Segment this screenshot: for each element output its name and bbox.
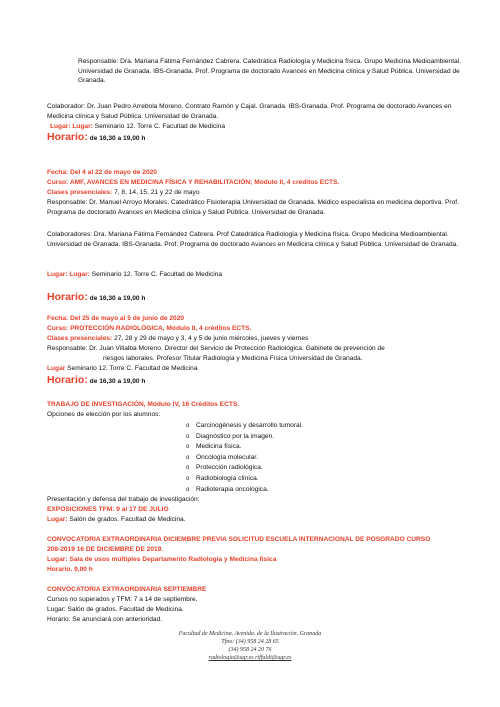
list-item: o Carcinogénesis y desarrollo tumoral. bbox=[186, 421, 303, 432]
block2-fecha: Fecha: Del 4 al 22 de mayo de 2020 bbox=[47, 169, 157, 176]
block5-title: CONVOCATORIA EXTRAORDINARIA DICIEMBRE PREVIA SOLICITUD ESCUELA INTERNACIONAL DE POSGRADO CURSO bbox=[47, 536, 431, 543]
block3-responsable: Responsable: Dr. Juan Villalba Moreno. Director del Servicio de Protección Radiológica. Gabinete de prevención de bbox=[47, 345, 385, 352]
block5-title-cont: 208-2019 16 DE DICIEMBRE DE 2019. bbox=[47, 546, 164, 553]
list-item: o Diagnóstico por la imagen. bbox=[186, 432, 303, 443]
block1-lugar: Lugar: Lugar: Seminario 12. Torre C. Facultad de Medicina bbox=[50, 123, 226, 130]
block3-fecha: Fecha: Del 25 de mayo al 5 de junio de 2020 bbox=[47, 315, 185, 322]
block3-horario: Horario: de 16,30 a 19,00 h bbox=[47, 374, 146, 386]
block2-lugar: Lugar: Lugar: Seminario 12. Torre C. Facultad de Medicina bbox=[47, 271, 223, 278]
block2-curso: Curso: AMF, AVANCES EN MEDICINA FÍSICA Y REHABILITACIÓN; Módulo II, 4 créditos ECTS. bbox=[47, 179, 340, 186]
list-item: o Protección radiológica. bbox=[186, 463, 303, 474]
list-item: o Medicina física. bbox=[186, 442, 303, 453]
block6-title: CONVOCATORIA EXTRAORDINARIA SEPTIEMBRE bbox=[47, 586, 207, 593]
footer-phone-2: (34) 958 24 20 76 bbox=[228, 647, 272, 653]
block1-horario: Horario: de 16,30 a 19,00 h bbox=[47, 131, 146, 143]
block4-title: TRABAJO DE INVESTIGACIÓN, Módulo IV, 16 Créditos ECTS. bbox=[47, 401, 240, 408]
list-item: o Radiobiología clínica. bbox=[186, 474, 303, 485]
block3-curso: Curso: PROTECCIÓN RADIOLÓGICA, Módulo II, 4 créditos ECTS. bbox=[47, 325, 252, 332]
page-footer bbox=[0, 630, 500, 662]
block6-cursos: Cursos no superados y TFM: 7 a 14 de septiembre. bbox=[47, 596, 198, 603]
block3-responsable-cont: riesgos laborales. Profesor Titular Radiología y Medicina Física Universidad de Granada. bbox=[103, 355, 363, 362]
block3-clases: Clases presenciales: 27, 28 y 29 de mayo y 3, 4 y 5 de junio miércoles, jueves y viernes bbox=[47, 335, 309, 342]
block2-colaboradores: Colaboradores: Dra. Mariana Fátima Fernández Cabrera. Prof Catedrática Radiología y Medicina física. Grupo Medicina Medioambiental. Universidad de Granada. IBS-Granada. Prof. Programa de doctorado Avances en Medicina clínica y Salud Pública. Universidad de Granada. bbox=[47, 231, 459, 248]
block3-lugar: Lugar Seminario 12. Torre C. Facultad de Medicina bbox=[47, 365, 198, 372]
footer-address: Facultad de Medicina. Avenida. de la Ilustración. Granada bbox=[178, 631, 322, 637]
footer-phone: Tfno: (34) 958 24 28 65 bbox=[221, 639, 279, 645]
block1-colaborador: Colaborador: Dr. Juan Pedro Arrebola Moreno. Contrato Ramón y Cajal. Granada. IBS-Granada. Prof. Programa de doctorado Avances en Medicina clínica y Salud Pública. Universidad de Granada. bbox=[47, 103, 452, 120]
research-options-list bbox=[186, 421, 303, 495]
block6-horario: Horario: Se anunciará con anterioridad. bbox=[47, 616, 163, 623]
block1-responsable: Responsable: Dra. Mariana Fátima Fernández Cabrera. Catedrática Radiología y Medicina física. Grupo Medicina Medioambiental. Universidad de Granada. IBS-Granada. Prof. Programa de doctorado Avances en Medicina clínica y Salud Pública. Universidad de Granada. bbox=[78, 58, 461, 84]
list-item: o Oncología molecular. bbox=[186, 453, 303, 464]
block4-presentacion: Presentación y defensa del trabajo de investigación: bbox=[47, 496, 200, 503]
block5-horario: Horario. 9,00 h bbox=[47, 566, 93, 573]
block6-lugar: Lugar: Salón de grados. Facultad de Medicina. bbox=[47, 606, 184, 613]
block2-clases: Clases presenciales: 7, 8, 14, 15, 21 y 22 de mayo bbox=[47, 189, 200, 196]
block4-lugar: Lugar: Salón de grados. Facultad de Medicina. bbox=[47, 516, 186, 523]
block4-opciones: Opciones de elección por los alumnos: bbox=[47, 411, 161, 418]
block2-horario: Horario: de 16,30 a 19,00 h bbox=[47, 291, 146, 303]
block4-exposiciones: EXPOSICIONES TFM: 9 al 17 DE JULIO bbox=[47, 506, 169, 513]
footer-email-link[interactable]: radiologia@ugr.es riffaldi@ugr.es bbox=[208, 655, 292, 661]
block2-responsable: Responsable: Dr. Manuel Arroyo Morales, Catedrático Fisioterapia Universidad de Granada. Médico especialista en medicina deportiva. Prof. Programa de doctorado Avances en Medicina clínica y Salud Pública. Universidad de Granada. bbox=[47, 199, 459, 216]
list-item: o Radioterapia oncológica. bbox=[186, 485, 303, 496]
block5-lugar: Lugar: Sala de usos múltiples Departamento Radiología y Medicina física bbox=[47, 556, 277, 563]
